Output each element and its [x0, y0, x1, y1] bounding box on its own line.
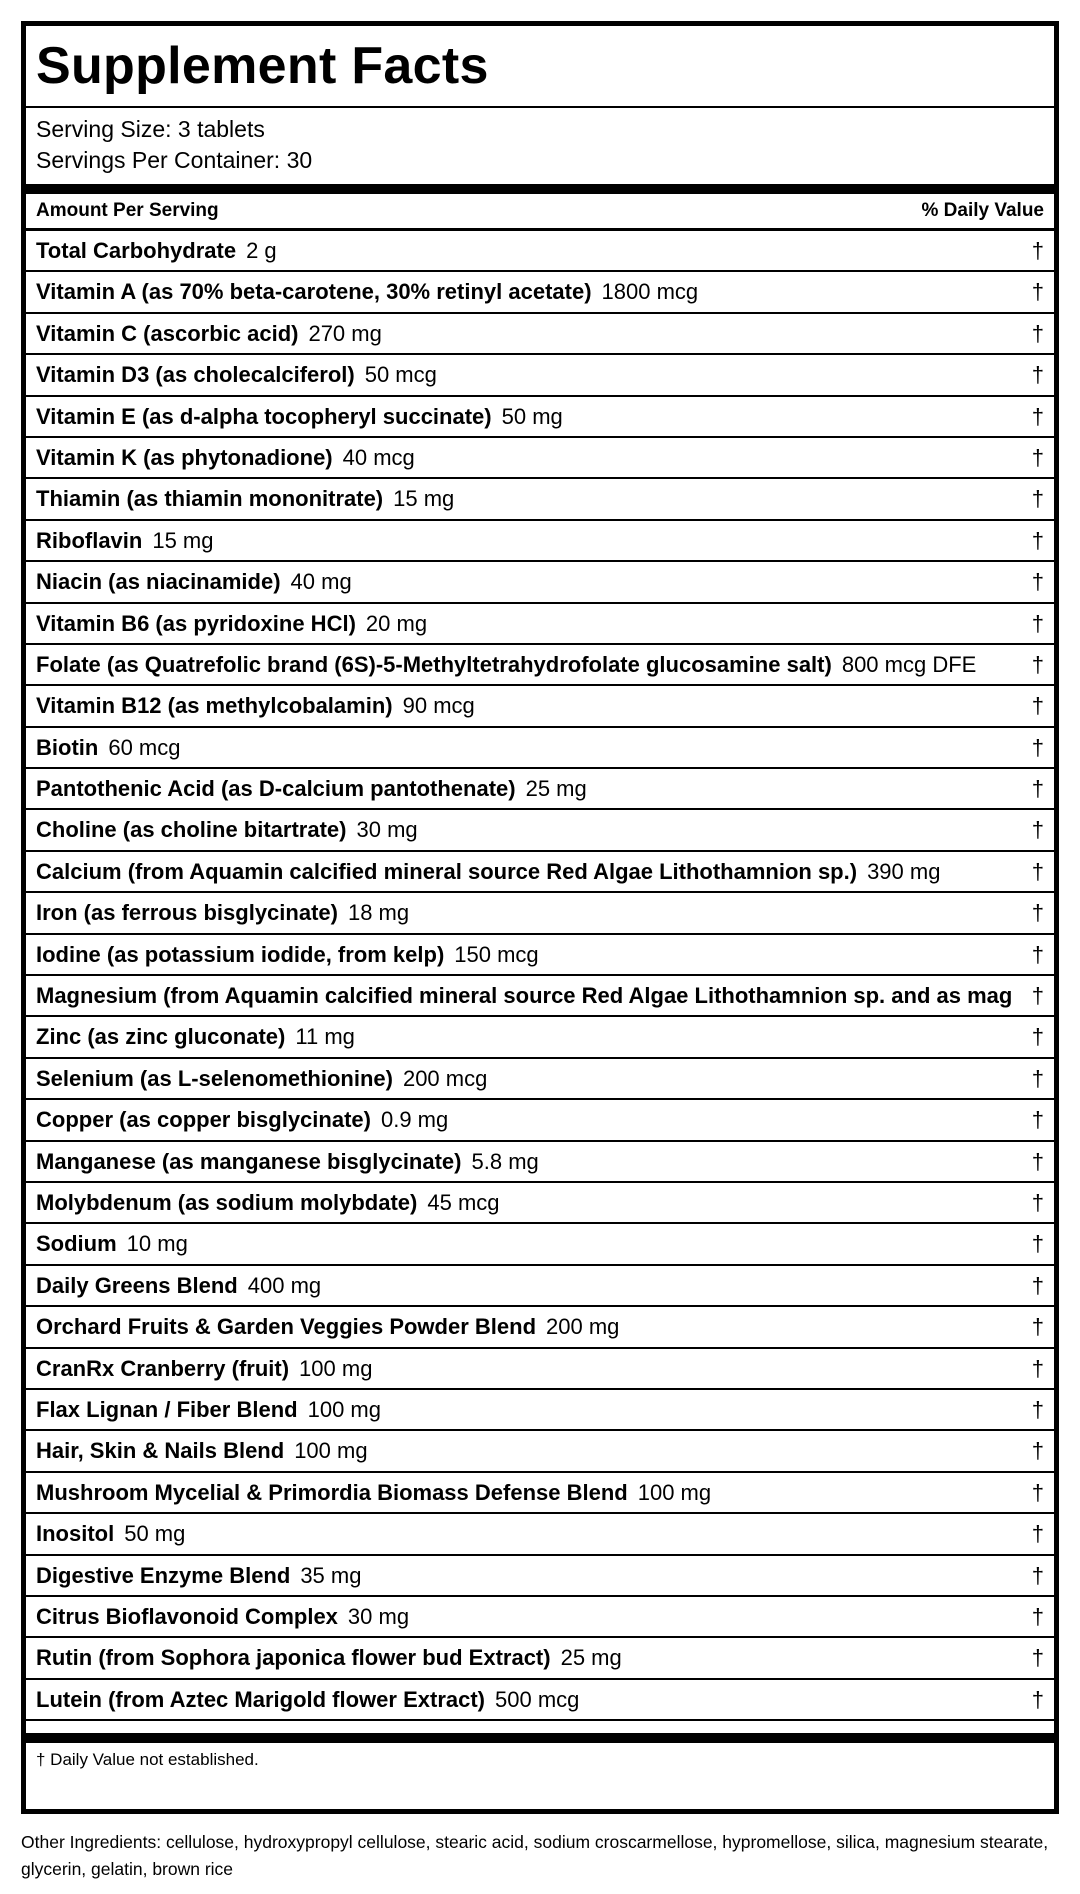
daily-value-dagger: †	[1031, 941, 1044, 967]
amount-per-serving-header: Amount Per Serving	[36, 200, 219, 221]
ingredient-name: Vitamin A (as 70% beta-carotene, 30% retinyl acetate)	[36, 279, 592, 305]
ingredient-name: Orchard Fruits & Garden Veggies Powder Blend	[36, 1314, 537, 1340]
ingredient-name: Hair, Skin & Nails Blend	[36, 1438, 285, 1464]
daily-value-dagger: †	[1031, 1438, 1044, 1464]
table-row	[26, 1431, 1054, 1472]
daily-value-dagger: †	[1031, 1396, 1044, 1422]
daily-value-dagger: †	[1031, 403, 1044, 429]
daily-value-dagger: †	[1031, 776, 1044, 802]
ingredient-list	[26, 231, 1054, 1721]
servings-per-container: Servings Per Container: 30	[36, 147, 313, 173]
ingredient-amount: 90 mcg	[402, 693, 475, 719]
other-ingredients: Other Ingredients: cellulose, hydroxypropyl cellulose, stearic acid, sodium croscarmellose, hypromellose, silica, magnesium stearate, glycerin, gelatin, brown rice	[21, 1832, 1049, 1879]
table-row	[26, 1556, 1054, 1597]
table-row	[26, 1017, 1054, 1058]
table-row	[26, 728, 1054, 769]
ingredient-amount: 100 mg	[299, 1355, 373, 1381]
ingredient-cell	[36, 1556, 361, 1596]
ingredient-amount: 5.8 mg	[471, 1148, 539, 1174]
ingredient-amount: 390 mg	[867, 858, 941, 884]
ingredient-cell	[36, 1266, 321, 1306]
ingredient-amount: 270 mg	[308, 320, 382, 346]
daily-value-dagger: †	[1031, 817, 1044, 843]
supplement-facts-panel	[21, 21, 1059, 1814]
ingredient-cell	[36, 728, 180, 768]
table-row	[26, 397, 1054, 438]
ingredient-cell	[36, 438, 415, 478]
table-row	[26, 810, 1054, 851]
ingredient-cell	[36, 1017, 355, 1057]
ingredient-cell	[36, 1473, 711, 1513]
daily-value-dagger: †	[1031, 279, 1044, 305]
table-row	[26, 1680, 1054, 1721]
ingredient-cell	[36, 893, 409, 933]
table-row	[26, 1183, 1054, 1224]
ingredient-amount: 40 mcg	[342, 444, 415, 470]
ingredient-name: Daily Greens Blend	[36, 1272, 238, 1298]
ingredient-amount: 2 g	[246, 238, 277, 263]
table-row	[26, 604, 1054, 645]
table-row	[26, 479, 1054, 520]
daily-value-dagger: †	[1031, 1562, 1044, 1588]
daily-value-dagger: †	[1031, 734, 1044, 760]
table-row	[26, 231, 1054, 272]
ingredient-amount: 500 mcg	[495, 1686, 580, 1712]
daily-value-dagger: †	[1031, 1603, 1044, 1629]
ingredient-name: Vitamin C (ascorbic acid)	[36, 320, 299, 346]
ingredient-cell	[36, 769, 587, 809]
ingredient-name: Vitamin D3 (as cholecalciferol)	[36, 362, 355, 388]
table-row	[26, 1390, 1054, 1431]
panel-title: Supplement Facts	[26, 26, 1054, 108]
table-row	[26, 1307, 1054, 1348]
table-row	[26, 1349, 1054, 1390]
ingredient-cell	[36, 479, 454, 519]
table-row	[26, 1597, 1054, 1638]
daily-value-dagger: †	[1031, 1686, 1044, 1712]
serving-info	[26, 108, 1054, 184]
table-row	[26, 1224, 1054, 1265]
ingredient-cell	[36, 1431, 368, 1471]
daily-value-dagger: †	[1031, 1024, 1044, 1050]
ingredient-cell	[36, 231, 277, 271]
table-row	[26, 852, 1054, 893]
ingredient-amount: 35 mg	[300, 1562, 362, 1588]
ingredient-amount: 0.9 mg	[380, 1107, 449, 1133]
ingredient-amount: 800 mcg DFE	[841, 651, 977, 677]
table-row	[26, 645, 1054, 686]
ingredient-name: Folate (as Quatrefolic brand (6S)-5-Methyltetrahydrofolate glucosamine salt)	[36, 651, 832, 677]
daily-value-dagger: †	[1031, 610, 1044, 636]
ingredient-cell	[36, 521, 214, 561]
table-row	[26, 1473, 1054, 1514]
daily-value-dagger: †	[1031, 320, 1044, 346]
ingredient-cell	[36, 1224, 188, 1264]
ingredient-cell	[36, 562, 352, 602]
daily-value-dagger: †	[1031, 1314, 1044, 1340]
ingredient-cell	[36, 1183, 500, 1223]
footnote: † Daily Value not established.	[36, 1750, 259, 1769]
ingredient-amount: 50 mcg	[364, 362, 437, 388]
ingredient-name: Total Carbohydrate	[36, 238, 237, 263]
ingredient-cell	[36, 272, 698, 312]
ingredient-cell	[36, 1390, 381, 1430]
ingredient-amount: 200 mg	[546, 1314, 620, 1340]
ingredient-amount: 15 mg	[152, 527, 214, 553]
ingredient-name: Lutein (from Aztec Marigold flower Extract)	[36, 1686, 486, 1712]
table-row	[26, 893, 1054, 934]
table-row	[26, 935, 1054, 976]
table-row	[26, 1059, 1054, 1100]
ingredient-cell	[36, 355, 437, 395]
ingredient-name: Choline (as choline bitartrate)	[36, 817, 347, 843]
daily-value-dagger: †	[1031, 486, 1044, 512]
ingredient-amount: 18 mg	[347, 900, 410, 926]
ingredient-amount: 11 mg	[295, 1024, 355, 1050]
ingredient-cell	[36, 314, 382, 354]
ingredient-amount: 50 mg	[501, 403, 563, 429]
ingredient-amount: 200 mcg	[402, 1065, 488, 1091]
ingredient-cell	[36, 810, 418, 850]
ingredient-name: Flax Lignan / Fiber Blend	[36, 1396, 298, 1422]
ingredient-amount: 30 mg	[347, 1603, 410, 1629]
ingredient-amount: 50 mg	[124, 1521, 186, 1547]
ingredient-cell	[36, 1680, 579, 1720]
ingredient-name: Sodium	[36, 1231, 117, 1257]
table-row	[26, 769, 1054, 810]
table-row	[26, 686, 1054, 727]
table-row	[26, 562, 1054, 603]
ingredient-name: Iron (as ferrous bisglycinate)	[36, 900, 338, 926]
ingredient-amount: 45 mcg	[427, 1189, 500, 1215]
table-row	[26, 1266, 1054, 1307]
daily-value-dagger: †	[1031, 1521, 1044, 1547]
ingredient-name: Inositol	[36, 1521, 115, 1547]
daily-value-dagger: †	[1031, 1065, 1044, 1091]
serving-size: Serving Size: 3 tablets	[36, 116, 265, 142]
ingredient-name: Citrus Bioflavonoid Complex	[36, 1603, 338, 1629]
ingredient-cell	[36, 686, 475, 726]
ingredient-name: Vitamin E (as d-alpha tocopheryl succinate)	[36, 403, 492, 429]
ingredient-name: Copper (as copper bisglycinate)	[36, 1107, 371, 1133]
table-row	[26, 1142, 1054, 1183]
ingredient-name: Biotin	[36, 734, 99, 760]
daily-value-header: % Daily Value	[921, 200, 1044, 221]
daily-value-dagger: †	[1031, 983, 1044, 1009]
table-row	[26, 976, 1054, 1017]
ingredient-cell	[36, 1597, 409, 1637]
daily-value-dagger: †	[1031, 362, 1044, 388]
column-header-row	[26, 194, 1054, 231]
ingredient-cell	[36, 935, 539, 975]
ingredient-name: Digestive Enzyme Blend	[36, 1562, 291, 1588]
ingredient-name: Zinc (as zinc gluconate)	[36, 1024, 286, 1050]
thick-divider	[26, 184, 1054, 194]
daily-value-dagger: †	[1031, 238, 1044, 263]
daily-value-dagger: †	[1031, 1148, 1044, 1174]
ingredient-cell	[36, 976, 1022, 1016]
ingredient-cell	[36, 1142, 539, 1182]
ingredient-name: Calcium (from Aquamin calcified mineral source Red Algae Lithothamnion sp.)	[36, 858, 858, 884]
ingredient-name: Manganese (as manganese bisglycinate)	[36, 1148, 462, 1174]
ingredient-amount: 60 mcg	[108, 734, 181, 760]
ingredient-name: Magnesium (from Aquamin calcified mineral source Red Algae Lithothamnion sp. and as mag	[36, 983, 1013, 1009]
ingredient-name: Thiamin (as thiamin mononitrate)	[36, 486, 384, 512]
daily-value-dagger: †	[1031, 527, 1044, 553]
table-row	[26, 1100, 1054, 1141]
ingredient-amount: 15 mg	[393, 486, 455, 512]
daily-value-dagger: †	[1031, 1355, 1044, 1381]
ingredient-amount: 10 mg	[126, 1231, 188, 1257]
ingredient-amount: 20 mg	[365, 610, 428, 636]
ingredient-name: Molybdenum (as sodium molybdate)	[36, 1189, 418, 1215]
ingredient-name: Mushroom Mycelial & Primordia Biomass Defense Blend	[36, 1479, 628, 1505]
ingredient-amount: 25 mg	[525, 776, 587, 802]
ingredient-amount: 25 mg	[560, 1645, 622, 1671]
ingredient-name: Pantothenic Acid (as D-calcium pantothenate)	[36, 776, 516, 802]
ingredient-name: Riboflavin	[36, 527, 143, 553]
daily-value-dagger: †	[1031, 651, 1044, 677]
ingredient-cell	[36, 1059, 487, 1099]
daily-value-dagger: †	[1031, 1645, 1044, 1671]
ingredient-cell	[36, 852, 940, 892]
daily-value-dagger: †	[1031, 1272, 1044, 1298]
ingredient-amount: 1800 mcg	[601, 279, 699, 305]
table-row	[26, 1638, 1054, 1679]
daily-value-dagger: †	[1031, 858, 1044, 884]
ingredient-amount: 40 mg	[290, 569, 352, 595]
ingredient-amount: 400 mg	[247, 1272, 322, 1298]
daily-value-dagger: †	[1031, 569, 1044, 595]
daily-value-dagger: †	[1031, 444, 1044, 470]
daily-value-dagger: †	[1031, 1189, 1044, 1215]
daily-value-dagger: †	[1031, 693, 1044, 719]
ingredient-cell	[36, 645, 976, 685]
daily-value-dagger: †	[1031, 1231, 1044, 1257]
ingredient-name: Iodine (as potassium iodide, from kelp)	[36, 941, 445, 967]
table-row	[26, 521, 1054, 562]
ingredient-name: CranRx Cranberry (fruit)	[36, 1355, 290, 1381]
table-row	[26, 314, 1054, 355]
ingredient-amount: 30 mg	[356, 817, 418, 843]
ingredient-name: Vitamin B12 (as methylcobalamin)	[36, 693, 393, 719]
thick-divider-bottom	[26, 1733, 1054, 1743]
ingredient-cell	[36, 1100, 448, 1140]
ingredient-amount: 150 mcg	[454, 941, 539, 967]
ingredient-name: Niacin (as niacinamide)	[36, 569, 281, 595]
table-row	[26, 1514, 1054, 1555]
ingredient-name: Vitamin B6 (as pyridoxine HCl)	[36, 610, 356, 636]
ingredient-amount: 100 mg	[307, 1396, 381, 1422]
daily-value-dagger: †	[1031, 1107, 1044, 1133]
daily-value-dagger: †	[1031, 1479, 1044, 1505]
ingredient-cell	[36, 1307, 619, 1347]
ingredient-cell	[36, 1349, 372, 1389]
ingredient-cell	[36, 1514, 185, 1554]
ingredient-cell	[36, 1638, 622, 1678]
ingredient-name: Vitamin K (as phytonadione)	[36, 444, 333, 470]
ingredient-cell	[36, 397, 563, 437]
table-row	[26, 272, 1054, 313]
table-row	[26, 438, 1054, 479]
table-row	[26, 355, 1054, 396]
ingredient-cell	[36, 604, 427, 644]
ingredient-name: Rutin (from Sophora japonica flower bud Extract)	[36, 1645, 551, 1671]
ingredient-name: Selenium (as L-selenomethionine)	[36, 1065, 393, 1091]
ingredient-amount: 100 mg	[637, 1479, 712, 1505]
ingredient-amount: 100 mg	[294, 1438, 368, 1464]
daily-value-dagger: †	[1031, 900, 1044, 926]
